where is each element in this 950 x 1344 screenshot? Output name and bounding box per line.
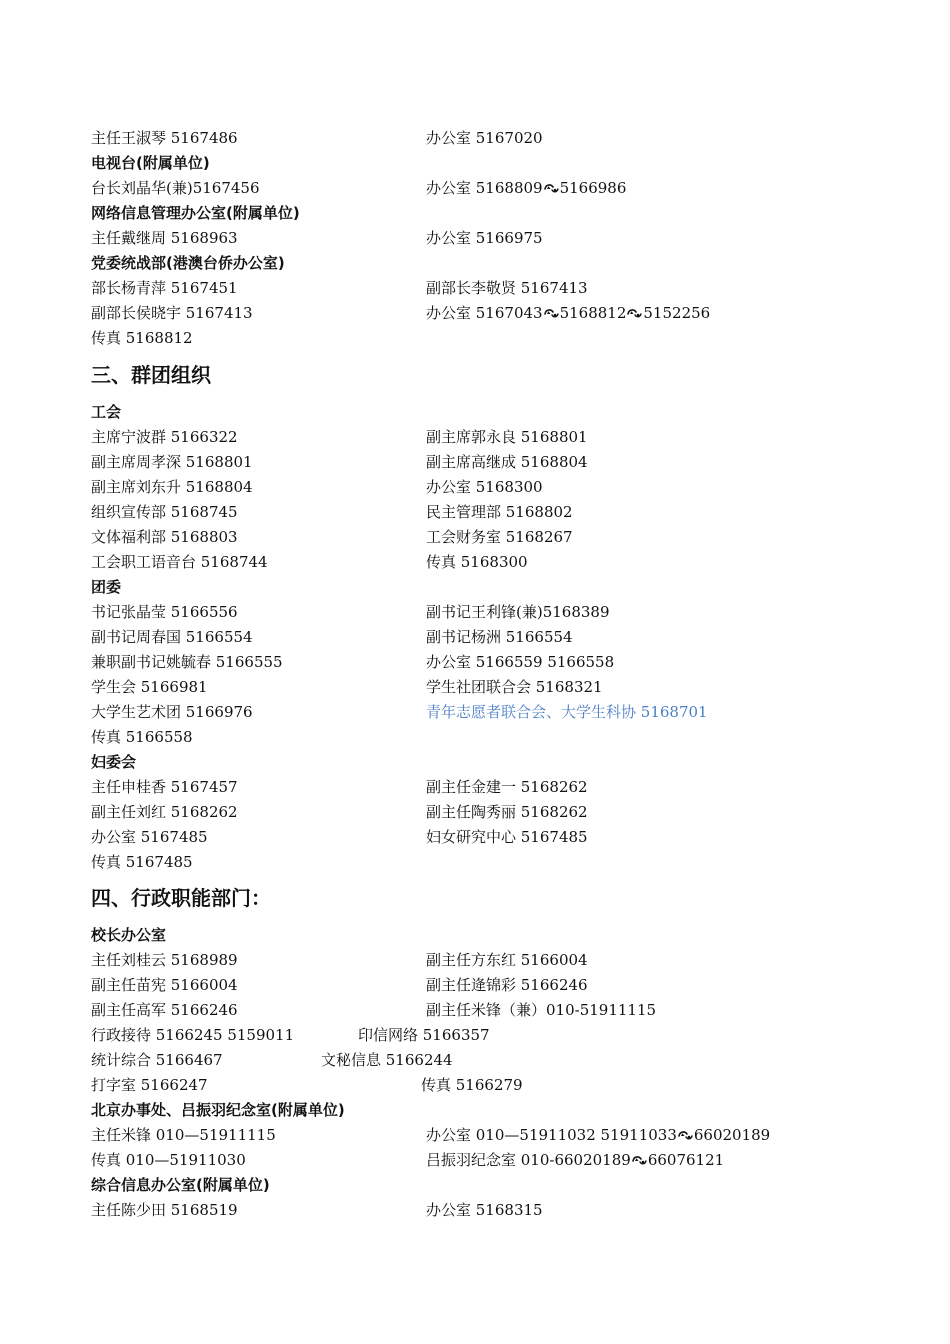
- contact-entry: 部长杨青萍 5167451: [91, 279, 238, 297]
- contact-entry: 传真 5166558: [91, 728, 193, 746]
- contact-entry-part: 办公室 5167043: [426, 304, 543, 322]
- department-heading: 电视台(附属单位): [91, 154, 210, 172]
- contact-entry-part: 吕振羽纪念室 010-66020189: [426, 1151, 631, 1169]
- contact-row: [0, 625, 950, 650]
- contact-row: [0, 998, 950, 1023]
- contact-entry: 副主任高军 5166246: [91, 1001, 238, 1019]
- telephone-icon: [544, 183, 559, 194]
- contact-entry: 打字室 5166247: [91, 1076, 208, 1094]
- contact-entry: 民主管理部 5168802: [426, 503, 573, 521]
- contact-entry: 副部长侯晓宇 5167413: [91, 304, 253, 322]
- contact-entry: 主任申桂香 5167457: [91, 778, 238, 796]
- department-heading: 工会: [91, 403, 122, 421]
- contact-entry: 副书记王利锋(兼)5168389: [426, 603, 610, 621]
- contact-entry: 传真 5167485: [91, 853, 193, 871]
- contact-entry: 传真 5166279: [421, 1076, 523, 1094]
- contact-row: [0, 850, 950, 875]
- department-heading: 网络信息管理办公室(附属单位): [91, 204, 300, 222]
- contact-entry: 副书记杨洲 5166554: [426, 628, 573, 646]
- department-heading: 党委统战部(港澳台侨办公室): [91, 254, 285, 272]
- contact-entry: 副主任陶秀丽 5168262: [426, 803, 588, 821]
- contact-row: [0, 650, 950, 675]
- contact-row: [0, 1073, 950, 1098]
- contact-entry: 副主任刘红 5168262: [91, 803, 238, 821]
- contact-row: [0, 226, 950, 251]
- contact-entry-part: 办公室 010—51911032 51911033: [426, 1126, 677, 1144]
- contact-row: [0, 1123, 950, 1148]
- contact-entry: 副主席高继成 5168804: [426, 453, 588, 471]
- contact-row: [0, 825, 950, 850]
- contact-row: [0, 450, 950, 475]
- contact-row: [0, 600, 950, 625]
- contact-row: [0, 1198, 950, 1223]
- contact-entry: 大学生艺术团 5166976: [91, 703, 253, 721]
- contact-entry: 办公室 5167485: [91, 828, 208, 846]
- contact-entry: [426, 1148, 724, 1173]
- contact-row: [0, 276, 950, 301]
- contact-entry: 组织宣传部 5168745: [91, 503, 238, 521]
- contact-entry: 副主任米锋（兼）010-51911115: [426, 1001, 657, 1019]
- department-heading: 北京办事处、吕振羽纪念室(附属单位): [91, 1101, 345, 1119]
- department-heading: 校长办公室: [91, 926, 167, 944]
- contact-row: [0, 775, 950, 800]
- contact-row: [0, 1148, 950, 1173]
- contact-row: [0, 700, 950, 725]
- contact-entry-part: 5152256: [643, 304, 711, 322]
- contact-entry: 行政接待 5166245 5159011: [91, 1026, 295, 1044]
- contact-entry: 书记张晶莹 5166556: [91, 603, 238, 621]
- contact-entry: 办公室 5166975: [426, 229, 543, 247]
- contact-entry: 主任王淑琴 5167486: [91, 129, 238, 147]
- contact-entry: 传真 010—51911030: [91, 1151, 246, 1169]
- contact-entry: 主席宁波群 5166322: [91, 428, 238, 446]
- contact-entry: 主任米锋 010—51911115: [91, 1126, 276, 1144]
- contact-entry: 传真 5168812: [91, 329, 193, 347]
- department-heading: 团委: [91, 578, 122, 596]
- contact-entry-part: 5166986: [559, 179, 627, 197]
- contact-entry: 办公室 5166559 5166558: [426, 653, 615, 671]
- contact-row: [0, 550, 950, 575]
- contact-entry: 副主席郭永良 5168801: [426, 428, 588, 446]
- contact-entry: 传真 5168300: [426, 553, 528, 571]
- contact-row: [0, 800, 950, 825]
- contact-entry: 副主席周孝深 5168801: [91, 453, 253, 471]
- contact-row: [0, 301, 950, 326]
- contact-entry: 办公室 5168300: [426, 478, 543, 496]
- department-heading: 妇委会: [91, 753, 137, 771]
- section-heading: 三、群团组织: [91, 363, 211, 387]
- contact-row: [0, 425, 950, 450]
- contact-row: [0, 1048, 950, 1073]
- contact-entry: 学生社团联合会 5168321: [426, 678, 603, 696]
- contact-entry: 办公室 5167020: [426, 129, 543, 147]
- contact-entry: 副主席刘东升 5168804: [91, 478, 253, 496]
- contact-entry: 副主任逄锦彩 5166246: [426, 976, 588, 994]
- contact-entry: 副书记周春国 5166554: [91, 628, 253, 646]
- contact-entry: 副主任苗宪 5166004: [91, 976, 238, 994]
- telephone-icon: [627, 308, 642, 319]
- contact-row: [0, 126, 950, 151]
- contact-row: [0, 973, 950, 998]
- contact-entry: 副主任方东红 5166004: [426, 951, 588, 969]
- contact-entry: 印信网络 5166357: [358, 1026, 490, 1044]
- contact-entry: [426, 176, 626, 201]
- contact-entry: 副主任金建一 5168262: [426, 778, 588, 796]
- contact-entry: 工会职工语音台 5168744: [91, 553, 268, 571]
- contact-entry-part: 66020189: [693, 1126, 771, 1144]
- contact-entry: 主任戴继周 5168963: [91, 229, 238, 247]
- contact-entry: 主任陈少田 5168519: [91, 1201, 238, 1219]
- contact-row: [0, 475, 950, 500]
- contact-entry: 副部长李敬贤 5167413: [426, 279, 588, 297]
- department-heading: 综合信息办公室(附属单位): [91, 1176, 270, 1194]
- contact-entry-part: 66076121: [647, 1151, 725, 1169]
- contact-row: [0, 326, 950, 351]
- contact-entry: [426, 301, 710, 326]
- contact-entry-link[interactable]: 青年志愿者联合会、大学生科协 5168701: [426, 703, 708, 721]
- contact-row: [0, 525, 950, 550]
- section-heading: 四、行政职能部门：: [91, 886, 271, 910]
- contact-entry: 主任刘桂云 5168989: [91, 951, 238, 969]
- contact-entry: 台长刘晶华(兼)5167456: [91, 179, 260, 197]
- contact-entry-part: 办公室 5168809: [426, 179, 543, 197]
- contact-entry-part: 5168812: [559, 304, 627, 322]
- contact-row: [0, 500, 950, 525]
- contact-entry: [426, 1123, 770, 1148]
- contact-row: [0, 176, 950, 201]
- contact-entry: 文体福利部 5168803: [91, 528, 238, 546]
- contact-entry: 文秘信息 5166244: [321, 1051, 453, 1069]
- telephone-icon: [544, 308, 559, 319]
- contact-entry: 办公室 5168315: [426, 1201, 543, 1219]
- contact-entry: 工会财务室 5168267: [426, 528, 573, 546]
- contact-entry: 妇女研究中心 5167485: [426, 828, 588, 846]
- contact-entry: 学生会 5166981: [91, 678, 208, 696]
- contact-row: [0, 725, 950, 750]
- telephone-icon: [678, 1130, 693, 1141]
- contact-entry: 兼职副书记姚毓春 5166555: [91, 653, 283, 671]
- contact-entry: 统计综合 5166467: [91, 1051, 223, 1069]
- contact-row: [0, 1023, 950, 1048]
- contact-row: [0, 948, 950, 973]
- contact-row: [0, 675, 950, 700]
- telephone-icon: [632, 1155, 647, 1166]
